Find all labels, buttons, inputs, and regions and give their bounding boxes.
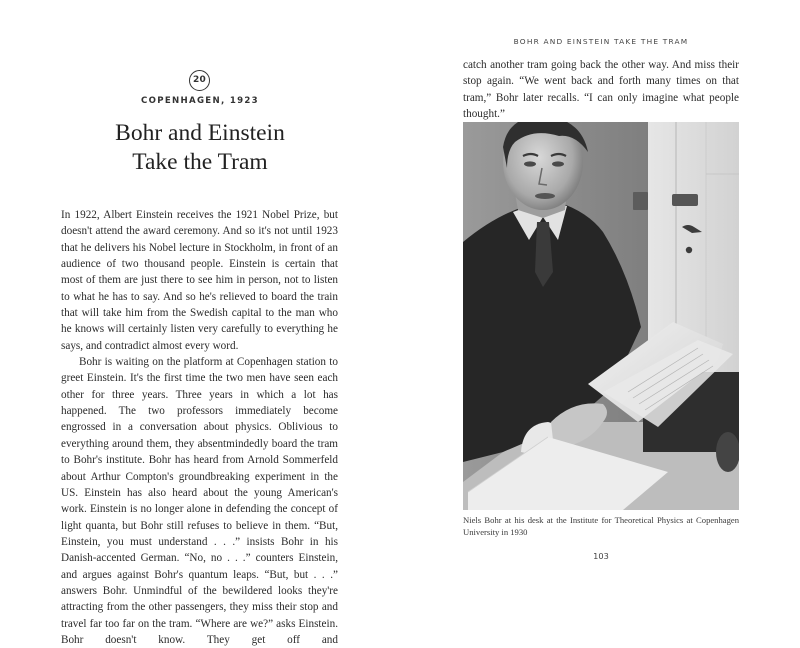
chapter-number-badge: 20	[189, 70, 210, 91]
bohr-photograph	[463, 122, 739, 510]
continuation-text	[463, 57, 739, 122]
chapter-location-date: COPENHAGEN, 1923	[141, 96, 259, 106]
photo-caption: Niels Bohr at his desk at the Institute for Theoretical Physics at Copenhagen University in 1930	[463, 515, 739, 537]
running-head: BOHR AND EINSTEIN TAKE THE TRAM	[513, 37, 689, 46]
chapter-title-line-1: Bohr and Einstein	[115, 120, 285, 146]
chapter-title	[0, 119, 400, 177]
continuation-paragraph: catch another tram going back the other way. And miss their stop again. “We went back and forth many times on that tram,” Bohr later recalls. “I can only imagine what people thought.”	[463, 59, 739, 121]
page-number: 103	[593, 551, 609, 561]
photo-illustration	[463, 122, 739, 510]
body-paragraph-1: In 1922, Albert Einstein receives the 1921 Nobel Prize, but doesn't attend the award ceremony. And so it's not until 1923 that he delivers his Nobel lecture in Stockholm, in front of an audience of two thousand people. Einstein is certain that most of them are just there to see him in person, not to listen to what he has to say. And so he's relieved to board the train that will take him from the Swedish capital to the man who he knows will certainly listen very carefully to everything he says, and contradict almost every word.	[61, 209, 338, 352]
body-paragraph-2: Bohr is waiting on the platform at Copenhagen station to greet Einstein. It's the first time the two men have seen each other for three years. Three years in which a lot has happened. The two professors immediately become engrossed in a conversation about physics. Oblivious to everything around them, they absentmindedly board the tram to Bohr's institute. Bohr has heard from Arnold Sommerfeld about Arthur Compton's groundbreaking experiment in the US. Einstein has also heard about the young American's work. Einstein is no longer alone in defending the concept of light quanta, but Bohr still refuses to believe in them. “But, Einstein, you must understand . . .” insists Bohr in his Danish-accented German. “No, no . . .” counters Einstein, and argues against Bohr's quantum leaps. “But, but . . .” answers Bohr. Unmindful of the bewildered looks they're attracting from the other passengers, they miss their stop and travel far too far on the tram. “Where are we?” asks Einstein. Bohr doesn't know. They get off and	[61, 356, 338, 646]
chapter-title-line-2: Take the Tram	[132, 149, 268, 175]
left-page	[0, 0, 400, 646]
chapter-body	[61, 207, 338, 648]
